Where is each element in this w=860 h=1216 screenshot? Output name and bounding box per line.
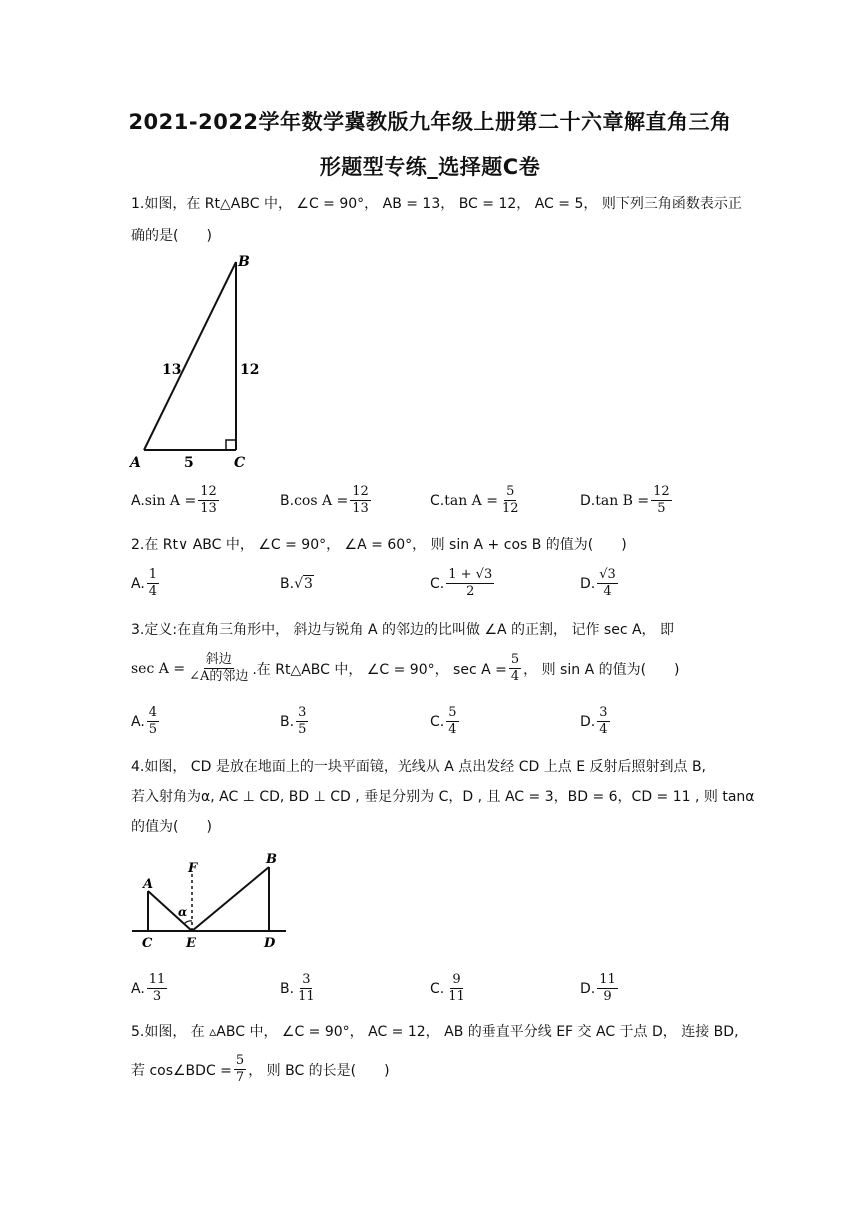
option-fraction: $\frac{5}{4}$ <box>448 705 457 737</box>
option-letter: A. <box>131 492 145 509</box>
option-fraction: $\frac{3}{4}$ <box>599 705 608 737</box>
option-letter: B. <box>280 980 295 997</box>
q4-label-d: D <box>264 936 276 951</box>
q1-label-ac: 5 <box>184 455 194 471</box>
q1-option-a[interactable] <box>131 484 221 517</box>
option-letter: D. <box>580 980 596 997</box>
option-fraction: $\frac{3}{11}$ <box>298 972 315 1004</box>
q4-label-c: C <box>142 936 153 951</box>
q4-label-b: B <box>266 852 277 867</box>
q1-option-b[interactable] <box>280 484 373 517</box>
q4-label-f: F <box>188 861 198 876</box>
option-letter: C. <box>430 980 445 997</box>
q3-option-a[interactable] <box>131 705 161 738</box>
q2-option-b[interactable] <box>280 576 314 592</box>
q4-label-alpha: α <box>178 905 188 919</box>
q3-option-b[interactable] <box>280 705 310 738</box>
q1-label-a: A <box>130 455 141 471</box>
q2-text: 2.在 Rt∨ ABC 中， ∠C = 90°， ∠A = 60°， 则 sin A + cos B 的值为( ) <box>131 537 627 553</box>
option-fraction: $\frac{12}{5}$ <box>653 484 670 516</box>
option-sqrt: √3 <box>294 576 313 592</box>
q5-condition: 若 cos∠BDC = <box>131 1062 232 1079</box>
q3-option-d[interactable] <box>580 705 612 738</box>
q1-label-ab: 13 <box>162 362 182 378</box>
option-fraction: $\frac{11}{9}$ <box>599 972 616 1004</box>
q1-text-line-1: 1.如图，在 Rt△ABC 中， ∠C = 90°， AB = 13， BC = 12， AC = 5， 则下列三角函数表示正 <box>131 196 742 212</box>
option-letter: A. <box>131 575 145 592</box>
q4-text-line-3: 的值为( ) <box>131 819 212 835</box>
q1-option-d[interactable] <box>580 484 674 517</box>
q3-definition-fraction: $\frac{\text{斜边}}{\text{∠A的邻边}}$ <box>189 652 249 684</box>
q3-condition: .在 Rt△ABC 中， ∠C = 90°， sec A = <box>252 661 507 678</box>
q4-mirror-figure <box>128 848 293 953</box>
option-fraction: $\frac{3}{5}$ <box>298 705 307 737</box>
q1-label-bc: 12 <box>240 362 260 378</box>
q2-option-c[interactable] <box>430 567 496 600</box>
q1-triangle-figure <box>128 250 268 475</box>
option-fraction: $\frac{1 + √3}{2}$ <box>448 567 493 599</box>
q4-option-c[interactable] <box>430 972 469 1005</box>
option-letter: B. <box>280 713 295 730</box>
option-letter: B. <box>280 576 295 592</box>
q4-option-a[interactable] <box>131 972 169 1005</box>
q4-label-e: E <box>186 936 196 951</box>
q4-option-b[interactable] <box>280 972 319 1005</box>
q1-text-line-2: 确的是( ) <box>131 228 212 244</box>
option-letter: B. <box>280 492 295 509</box>
option-letter: D. <box>580 492 596 509</box>
option-letter: A. <box>131 980 145 997</box>
option-fraction: $\frac{4}{5}$ <box>148 705 158 737</box>
option-fraction: $\frac{1}{4}$ <box>148 567 158 599</box>
q5-cos-fraction: $\frac{5}{7}$ <box>235 1053 245 1085</box>
q1-label-b: B <box>238 254 250 270</box>
q1-label-c: C <box>234 455 246 471</box>
option-letter: C. <box>430 575 445 592</box>
option-expr: tan A = <box>444 492 498 509</box>
option-expr: cos A = <box>294 492 349 509</box>
q5-text-line-1: 5.如图， 在 ▵ABC 中， ∠C = 90°， AC = 12， AB 的垂直平分线 EF 交 AC 于点 D， 连接 BD, <box>131 1024 739 1040</box>
q2-option-d[interactable] <box>580 567 620 600</box>
q4-text-line-2: 若入射角为α, AC ⊥ CD, BD ⊥ CD , 垂足分别为 C，D , 且 AC = 3，BD = 6，CD = 11 , 则 tanα <box>131 789 755 805</box>
option-fraction: $\frac{√3}{4}$ <box>599 567 616 599</box>
option-fraction: $\frac{5}{12}$ <box>501 484 519 516</box>
option-fraction: $\frac{9}{11}$ <box>448 972 465 1004</box>
q4-label-a: A <box>143 877 154 892</box>
option-expr: sin A = <box>144 492 197 509</box>
title-line-1: 2021-2022学年数学冀教版九年级上册第二十六章解直角三角 <box>128 110 732 134</box>
q3-question: ， 则 sin A 的值为( ) <box>523 661 680 678</box>
option-fraction: $\frac{12}{13}$ <box>352 484 369 516</box>
option-letter: D. <box>580 713 596 730</box>
option-fraction: $\frac{11}{3}$ <box>148 972 166 1004</box>
q5-question: ， 则 BC 的长是( ) <box>248 1062 390 1079</box>
option-letter: C. <box>430 492 445 509</box>
q2-option-a[interactable] <box>131 567 161 600</box>
option-letter: C. <box>430 713 445 730</box>
option-fraction: $\frac{12}{13}$ <box>200 484 217 516</box>
option-letter: A. <box>131 713 145 730</box>
q3-sec-label: sec A = <box>131 660 186 677</box>
q3-text-line-2 <box>131 652 680 685</box>
q3-sec-fraction: $\frac{5}{4}$ <box>510 652 520 684</box>
q1-option-c[interactable] <box>430 484 523 517</box>
q4-option-d[interactable] <box>580 972 620 1005</box>
option-letter: D. <box>580 575 596 592</box>
q3-text-line-1: 3.定义:在直角三角形中， 斜边与锐角 A 的邻边的比叫做 ∠A 的正割， 记作 sec A， 即 <box>131 622 675 638</box>
q4-text-line-1: 4.如图， CD 是放在地面上的一块平面镜，光线从 A 点出发经 CD 上点 E 反射后照射到点 B, <box>131 759 706 775</box>
q3-option-c[interactable] <box>430 705 461 738</box>
title-line-2: 形题型专练_选择题C卷 <box>319 155 541 179</box>
option-expr: tan B = <box>595 492 650 509</box>
q5-text-line-2 <box>131 1053 390 1086</box>
